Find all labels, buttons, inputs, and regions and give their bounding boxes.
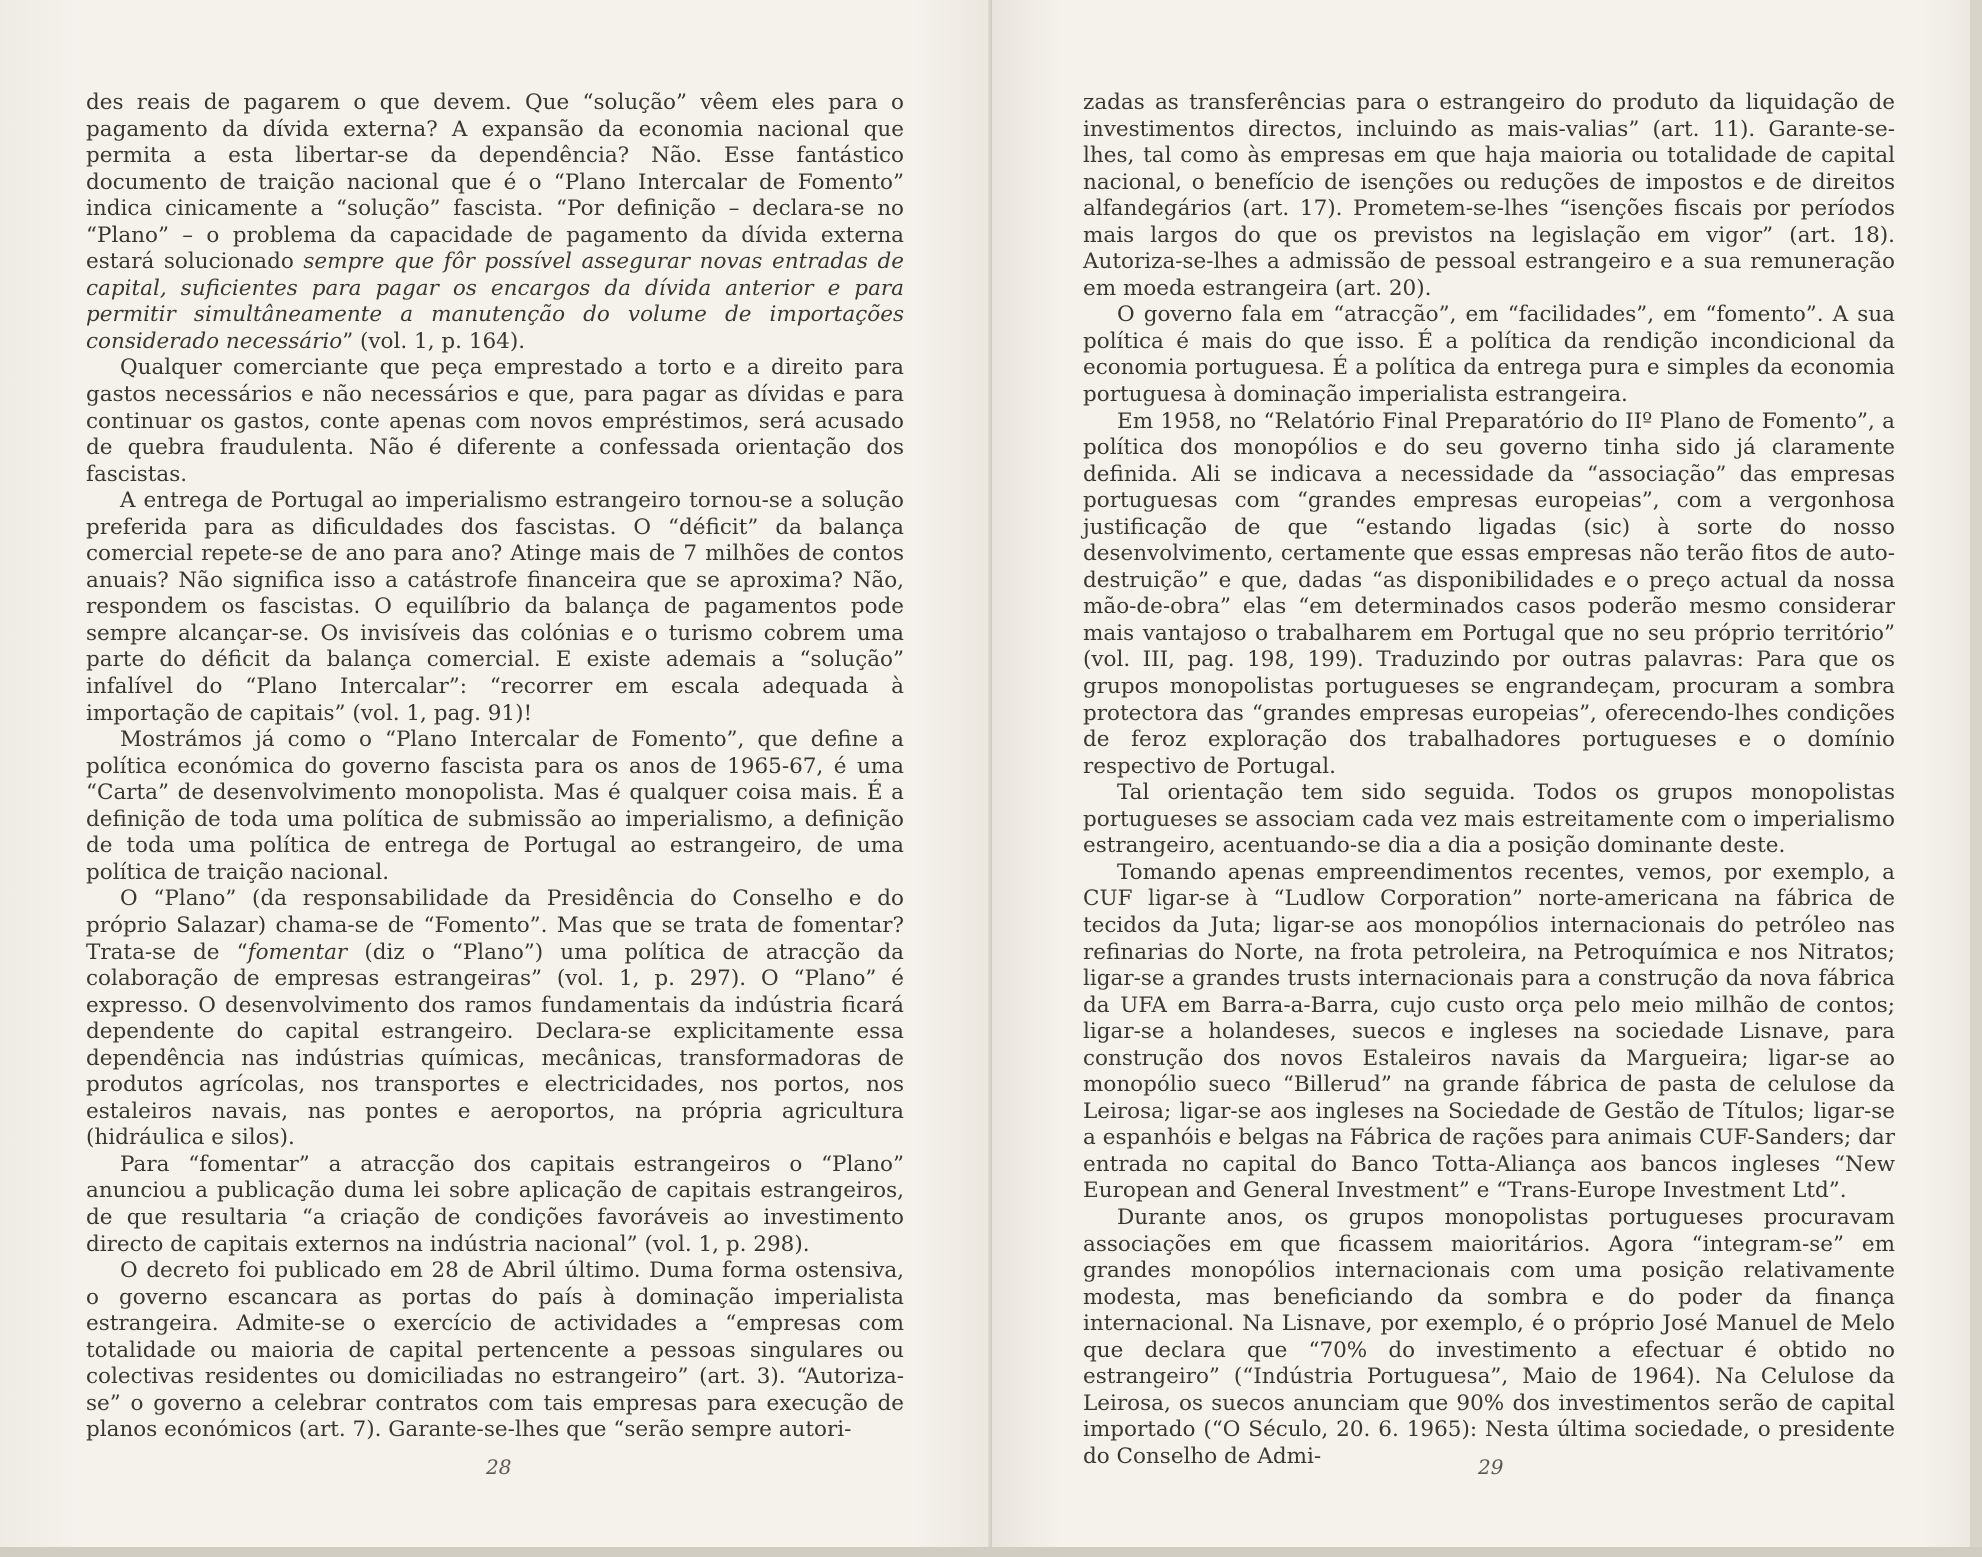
right-paragraph-3: Em 1958, no “Relatório Final Preparatório do IIº Plano de Fomento”, a política dos monopólios e do seu governo tinha sido já claramente definida. Ali se indicava a necessidade da “associação” das empresas portuguesas com “grandes empresas europeias”, com a vergonhosa justificação de que “estando ligadas (sic) à sorte do nosso desenvolvimento, certamente que essas empresas não terão fitos de auto-destruição” e que, dadas “as disponibilidades e o preço actual da nossa mão-de-obra” elas “em determinados casos poderão mesmo considerar mais vantajoso o trabalharem em Portugal que no seu próprio território” (vol. III, pag. 198, 199). Traduzindo por outras palavras: Para que os grupos monopolistas portugueses se engrandeçam, procuram a sombra protectora das “grandes empresas europeias”, oferecendo-lhes condições de feroz exploração dos trabalhadores portugueses e o domínio respectivo de Portugal.: [1083, 408, 1895, 779]
right-paragraph-4: Tal orientação tem sido seguida. Todos os grupos monopolistas portugueses se associam cada vez mais estreitamente com o imperialismo estrangeiro, acentuando-se dia a dia a posição dominante deste.: [1083, 780, 1895, 859]
right-paragraph-2: O governo fala em “atracção”, em “facilidades”, em “fomento”. A sua política é mais do que isso. É a política da rendição incondicional da economia portuguesa. É a política da entrega pura e simples da economia portuguesa à dominação imperialista estrangeira.: [1083, 302, 1895, 408]
left-paragraph-5: [86, 886, 904, 1151]
text-run: des reais de pagarem o que devem. Que “solução” vêem eles para o pagamento da dívida externa? A expansão da economia nacional que permita a esta libertar-se da dependência? Não. Esse fantástico documento de traição nacional que é o “Plano Intercalar de Fomento” indica cinicamente a “solução” fascista. “Por definição – declara-se no “Plano” – o problema da capacidade de pagamento da dívida externa estará solucionado: [86, 90, 904, 275]
right-paragraph-6: Durante anos, os grupos monopolistas portugueses procuravam associações em que ficassem maioritários. Agora “integram-se” em grandes monopólios internacionais com uma posição relativamente modesta, mas beneficiando da sombra e do poder da finança internacional. Na Lisnave, por exemplo, é o próprio José Manuel de Melo que declara que “70% do investimento a efectuar é obtido no estrangeiro” (“Indústria Portuguesa”, Maio de 1964). Na Celulose da Leirosa, os suecos anunciam que 90% dos investimentos serão de capital importado (“O Século, 20. 6. 1965): Nesta última sociedade, o presidente do Conselho de Admi-: [1083, 1204, 1895, 1469]
text-run: ” (vol. 1, p. 164).: [342, 328, 526, 354]
page-edge-bottom: [0, 1547, 1982, 1557]
italic-word: fomentar: [247, 939, 348, 965]
left-paragraph-7: O decreto foi publicado em 28 de Abril último. Duma forma ostensiva, o governo escancara as portas do país à dominação imperialista estrangeira. Admite-se o exercício de actividades a “empresas com totalidade ou maioria de capital pertencente a pessoas singulares ou colectivas residentes ou domiciliadas no estrangeiro” (art. 3). “Autoriza-se” o governo a celebrar contratos com tais empresas para execução de planos económicos (art. 7). Garante-se-lhes que “serão sempre autori-: [86, 1258, 904, 1443]
page-edge-right: [1970, 0, 1982, 1557]
page-number-right: 29: [1478, 1455, 1504, 1479]
italic-quote: sempre que fôr possível assegurar novas entradas de capital, suficientes para pagar os encargos da dívida anterior e para permitir simultâneamente a manutenção do volume de importações considerado necessário: [86, 249, 904, 354]
right-paragraph-1: zadas as transferências para o estrangeiro do produto da liquidação de investimentos directos, incluindo as mais-valias” (art. 11). Garante-se-lhes, tal como às empresas em que haja maioria ou totalidade de capital nacional, o benefício de isenções ou reduções de impostos e de direitos alfandegários (art. 17). Prometem-se-lhes “isenções fiscais por períodos mais largos do que os previstos na legislação em vigor” (art. 18). Autoriza-se-lhes a admissão de pessoal estrangeiro e a sua remuneração em moeda estrangeira (art. 20).: [1083, 90, 1895, 301]
left-paragraph-6: Para “fomentar” a atracção dos capitais estrangeiros o “Plano” anunciou a publicação duma lei sobre aplicação de capitais estrangeiros, de que resultaria “a criação de condições favoráveis ao investimento directo de capitais externos na indústria nacional” (vol. 1, p. 298).: [86, 1151, 904, 1257]
left-paragraph-4: Mostrámos já como o “Plano Intercalar de Fomento”, que define a política económica do governo fascista para os anos de 1965-67, é uma “Carta” de desenvolvimento monopolista. Mas é qualquer coisa mais. É a definição de toda uma política de submissão ao imperialismo, a definição de toda uma política de entrega de Portugal ao estrangeiro, de uma política de traição nacional.: [86, 727, 904, 885]
left-paragraph-3: A entrega de Portugal ao imperialismo estrangeiro tornou-se a solução preferida para as dificuldades dos fascistas. O “déficit” da balança comercial repete-se de ano para ano? Atinge mais de 7 milhões de contos anuais? Não significa isso a catástrofe financeira que se aproxima? Não, respondem os fascistas. O equilíbrio da balança de pagamentos pode sempre alcançar-se. Os invisíveis das colónias e o turismo cobrem uma parte do déficit da balança comercial. E existe ademais a “solução” infalível do “Plano Intercalar”: “recorrer em escala adequada à importação de capitais” (vol. 1, pag. 91)!: [86, 488, 904, 726]
left-paragraph-1: [86, 90, 904, 355]
left-text-block: [86, 90, 904, 1444]
left-paragraph-2: Qualquer comerciante que peça emprestado a torto e a direito para gastos necessários e não necessários e que, para pagar as dívidas e para continuar os gastos, conte apenas com novos empréstimos, será acusado de quebra fraudulenta. Não é diferente a confessada orientação dos fascistas.: [86, 355, 904, 487]
right-page: [992, 0, 1982, 1557]
text-run: O “Plano” (da responsabilidade da Presidência do Conselho e do próprio Salazar) chama-se de “Fomento”. Mas que se trata de fomentar? Trata-se de “: [86, 886, 904, 965]
right-paragraph-5: Tomando apenas empreendimentos recentes, vemos, por exemplo, a CUF ligar-se à “Ludlow Corporation” norte-americana na fábrica de tecidos da Juta; ligar-se aos monopólios internacionais do petróleo nas refinarias do Norte, na frota petroleira, na Petroquímica e nos Nitratos; ligar-se a grandes trusts internacionais para a construção da nova fábrica da UFA em Barra-a-Barra, cujo custo orça pelo meio milhão de contos; ligar-se a holandeses, suecos e ingleses na sociedade Lisnave, para construção dos novos Estaleiros navais da Margueira; ligar-se ao monopólio sueco “Billerud” na grande fábrica de pasta de celulose da Leirosa; ligar-se aos ingleses na Sociedade de Gestão de Títulos; ligar-se a espanhóis e belgas na Fábrica de rações para animais CUF-Sanders; dar entrada no capital do Banco Totta-Aliança aos bancos ingleses “New European and General Investment” e “Trans-Europe Investment Ltd”.: [1083, 859, 1895, 1204]
text-run: (diz o “Plano”) uma política de atracção da colaboração de empresas estrangeiras” (vol. 1, p. 297). O “Plano” é expresso. O desenvolvimento dos ramos fundamentais da indústria ficará dependente do capital estrangeiro. Declara-se explicitamente essa dependência nas indústrias químicas, mecânicas, transformadoras de produtos agrícolas, nos transportes e electricidades, nos portos, nos estaleiros navais, nas pontes e aeroportos, na própria agricultura (hidráulica e silos).: [86, 939, 905, 1151]
right-text-block: [1083, 90, 1895, 1470]
page-number-left: 28: [486, 1455, 512, 1479]
